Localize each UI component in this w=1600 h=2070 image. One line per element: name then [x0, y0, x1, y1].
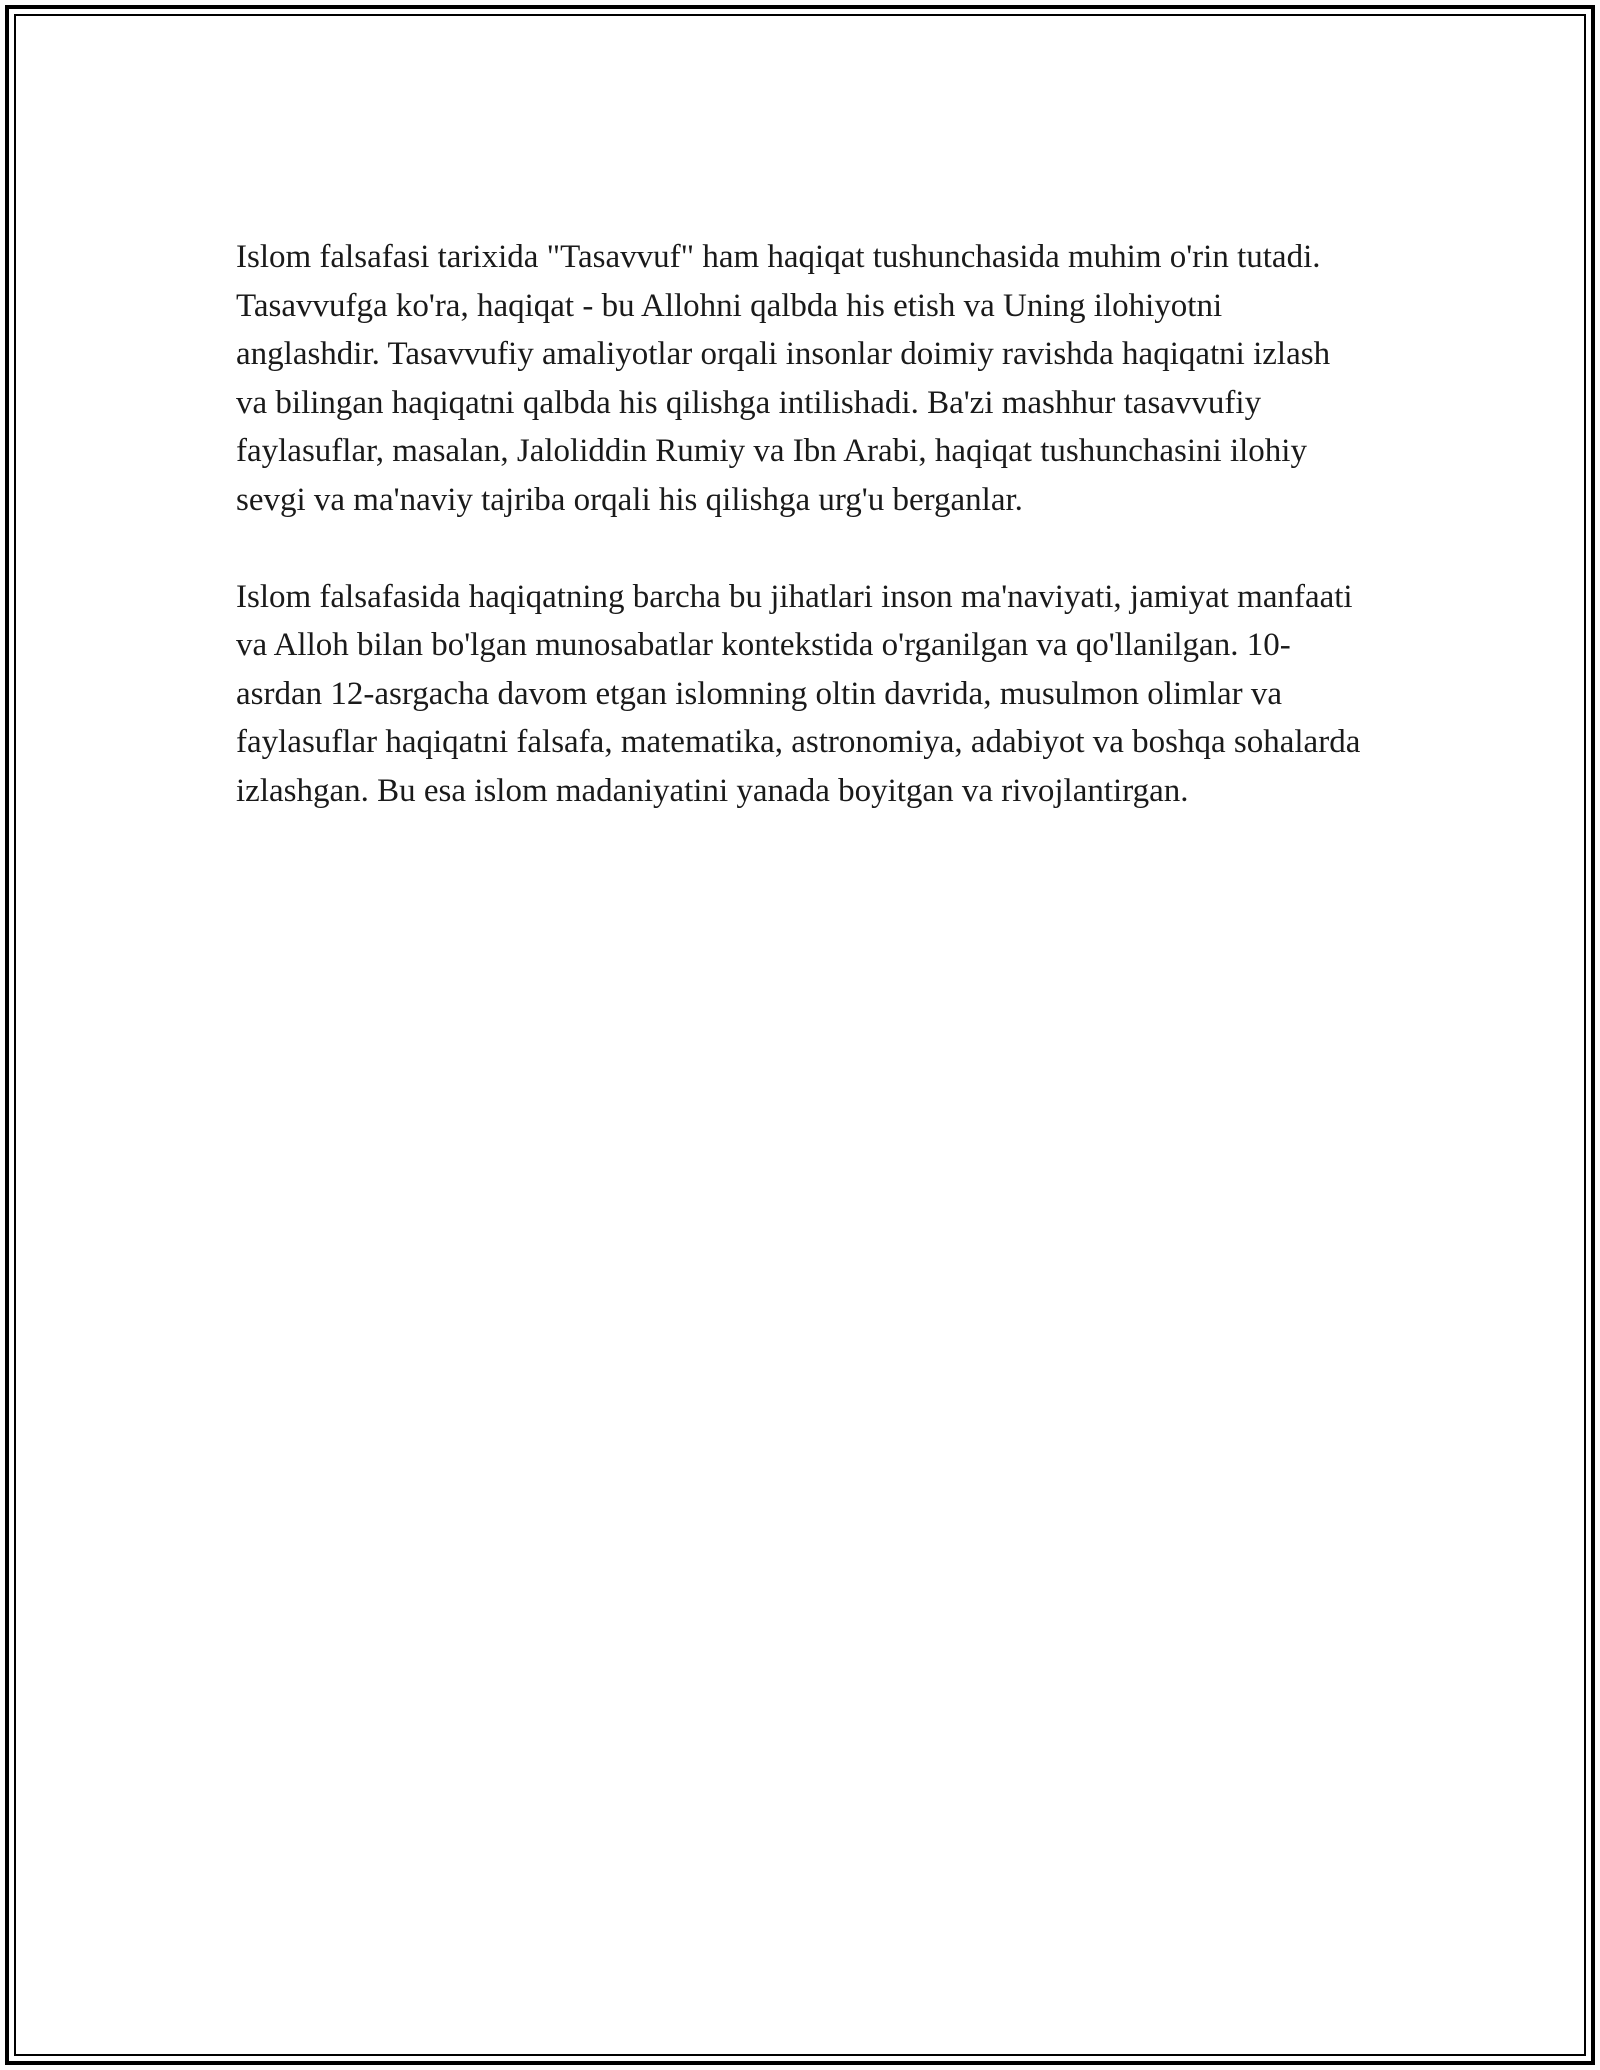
- document-body: [236, 233, 1366, 815]
- paragraph-golden-age: Islom falsafasida haqiqatning barcha bu jihatlari inson ma'naviyati, jamiyat manfaati va Alloh bilan bo'lgan munosabatlar kontekstida o'rganilgan va qo'llanilgan. 10-asrdan 12-asrgacha davom etgan islomning oltin davrida, musulmon olimlar va faylasuflar haqiqatni falsafa, matematika, astronomiya, adabiyot va boshqa sohalarda izlashgan. Bu esa islom madaniyatini yanada boyitgan va rivojlantirgan.: [236, 578, 1361, 809]
- paragraph-tasavvuf: Islom falsafasi tarixida "Tasavvuf" ham haqiqat tushunchasida muhim o'rin tutadi. Tasavvufga ko'ra, haqiqat - bu Allohni qalbda his etish va Uning ilohiyotni anglashdir. Tasavvufiy amaliyotlar orqali insonlar doimiy ravishda haqiqatni izlash va bilingan haqiqatni qalbda his qilishga intilishadi. Ba'zi mashhur tasavvufiy faylasuflar, masalan, Jaloliddin Rumiy va Ibn Arabi, haqiqat tushunchasini ilohiy sevgi va ma'naviy tajriba orqali his qilishga urg'u berganlar.: [236, 239, 1331, 518]
